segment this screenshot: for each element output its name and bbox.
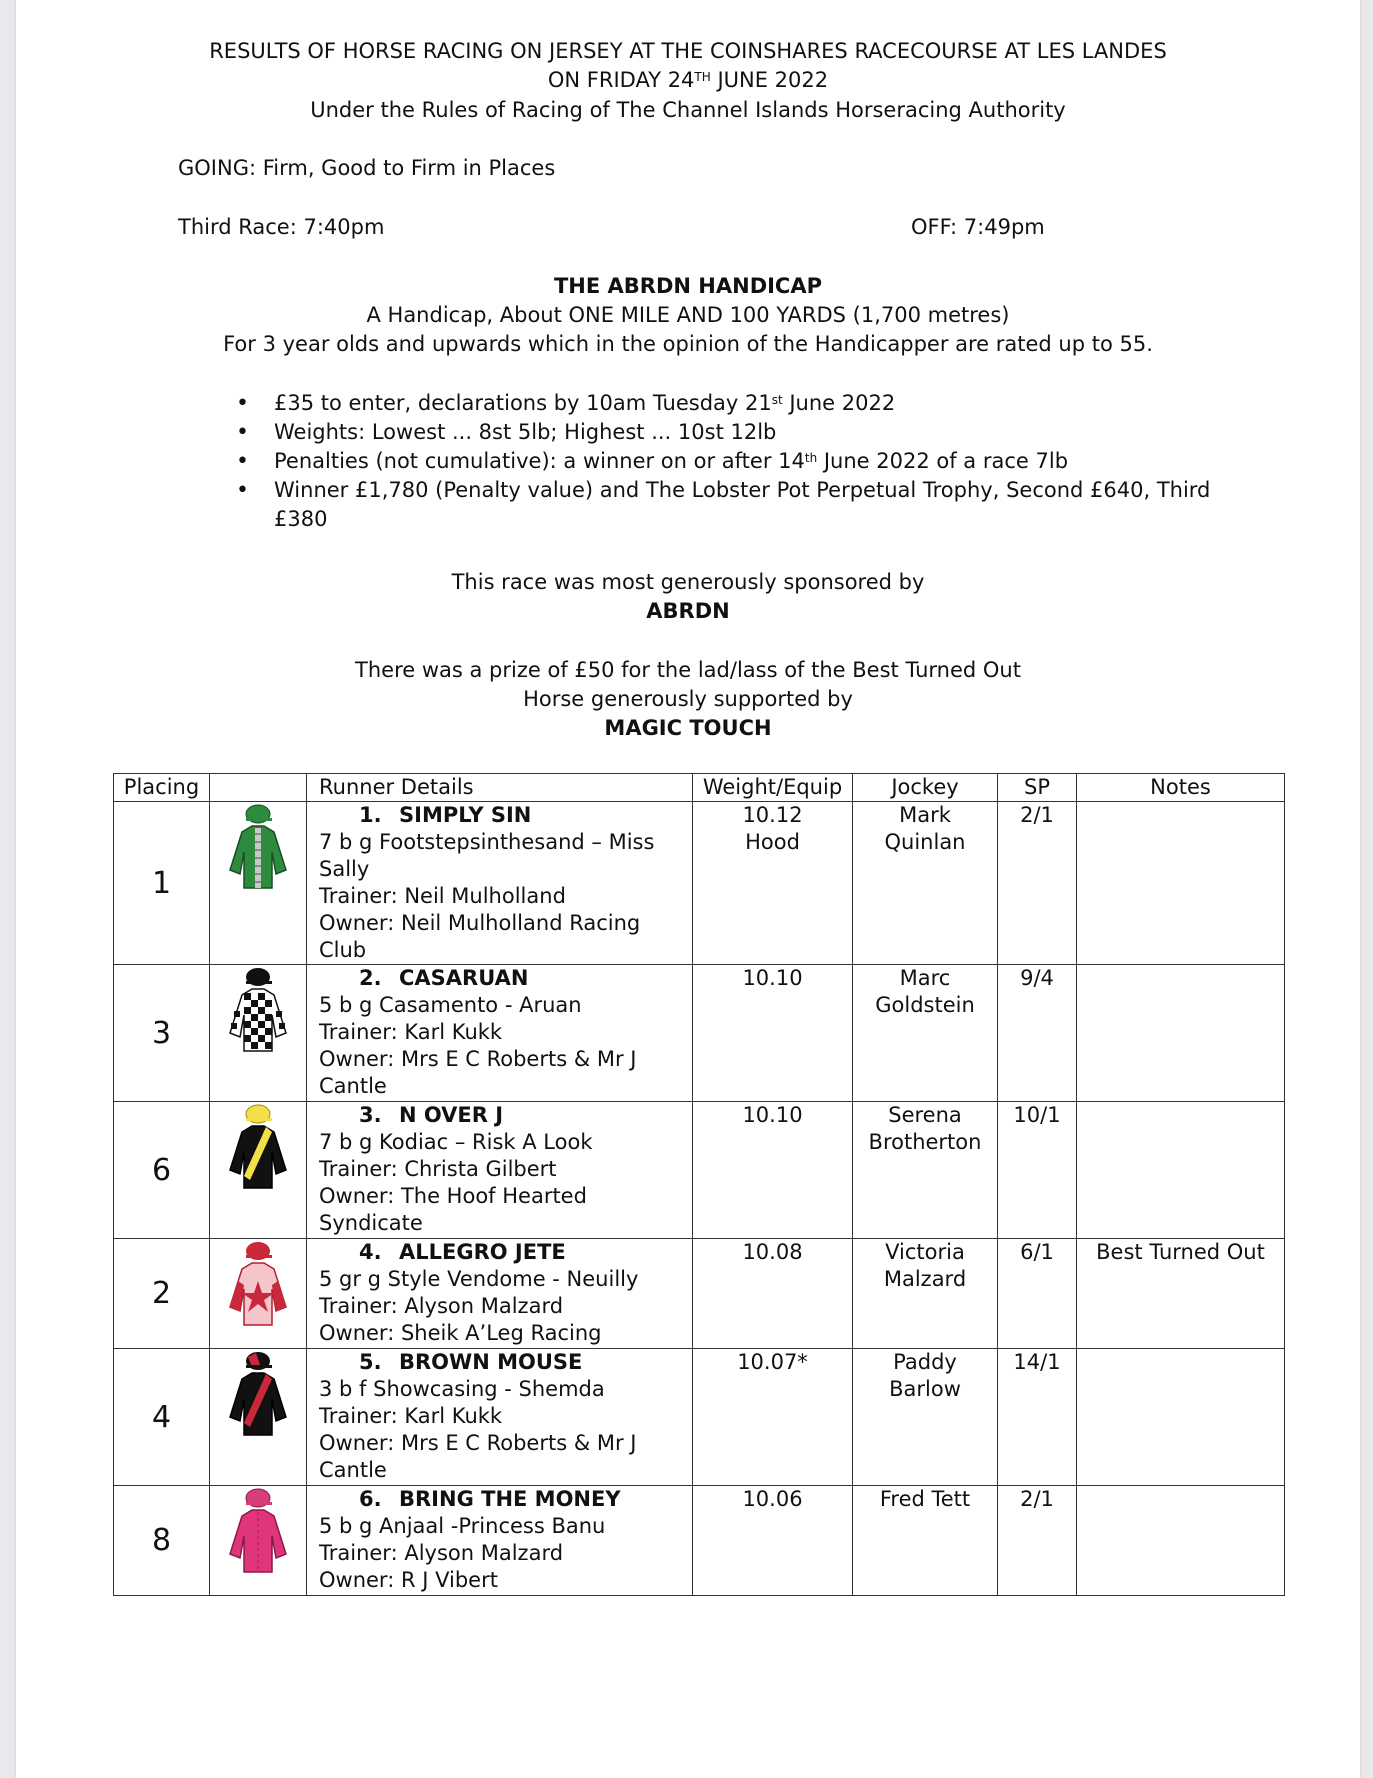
sp-cell: 10/1 <box>998 1102 1077 1239</box>
table-row <box>114 965 1285 1102</box>
placing-cell: 8 <box>114 1486 210 1596</box>
col-runner: Runner Details <box>307 774 693 802</box>
sp-cell: 2/1 <box>998 1486 1077 1596</box>
col-jockey: Jockey <box>853 774 998 802</box>
list-item: • Penalties (not cumulative): a winner on or after 14th June 2022 of a race 7lb <box>216 447 1216 476</box>
silk-cell <box>210 802 307 965</box>
owner: Owner: Mrs E C Roberts & Mr J <box>319 1431 637 1455</box>
silk-cell <box>210 965 307 1102</box>
list-item: • Weights: Lowest ... 8st 5lb; Highest ... 10st 12lb <box>216 418 1216 447</box>
race-distance: A Handicap, About ONE MILE AND 100 YARDS (1,700 metres) <box>366 303 1010 327</box>
weight-cell: 10.08 <box>693 1239 853 1349</box>
conditions-list <box>216 389 1216 534</box>
col-sp: SP <box>998 774 1077 802</box>
going-text: GOING: Firm, Good to Firm in Places <box>178 156 556 180</box>
runner-details-cell <box>307 1102 693 1239</box>
sp-cell: 2/1 <box>998 802 1077 965</box>
table-header-row <box>114 774 1285 802</box>
weight-cell: 10.06 <box>693 1486 853 1596</box>
horse-name: 3. N OVER J <box>359 1103 504 1127</box>
trainer: Trainer: Christa Gilbert <box>319 1157 557 1181</box>
header-date: ON FRIDAY 24TH JUNE 2022 <box>547 68 829 92</box>
sp-cell: 6/1 <box>998 1239 1077 1349</box>
black-yellow-sash-silks-icon <box>226 1104 290 1194</box>
runner-details-cell <box>307 802 693 965</box>
trainer: Trainer: Alyson Malzard <box>319 1294 564 1318</box>
silk-cell <box>210 1486 307 1596</box>
weight-cell: 10.12 Hood <box>693 802 853 965</box>
notes-cell <box>1077 1486 1285 1596</box>
silk-cell <box>210 1239 307 1349</box>
silk-cell <box>210 1349 307 1486</box>
breeding: 7 b g Footstepsinthesand – Miss <box>319 830 655 854</box>
sponsor-text: This race was most generously sponsored by <box>451 570 925 594</box>
col-placing: Placing <box>114 774 210 802</box>
prize-text-2: Horse generously supported by <box>523 687 853 711</box>
sp-cell: 14/1 <box>998 1349 1077 1486</box>
trainer: Trainer: Karl Kukk <box>319 1020 503 1044</box>
notes-cell <box>1077 1102 1285 1239</box>
race-time: Third Race: 7:40pm <box>178 215 385 239</box>
placing-cell: 3 <box>114 965 210 1102</box>
sponsor-name: ABRDN <box>646 599 730 623</box>
green-silks-icon <box>226 804 290 894</box>
owner: Owner: Mrs E C Roberts & Mr J <box>319 1047 637 1071</box>
race-name: THE ABRDN HANDICAP <box>553 274 822 298</box>
horse-name: 2. CASARUAN <box>359 966 529 990</box>
col-weight: Weight/Equip <box>693 774 853 802</box>
list-item: • Winner £1,780 (Penalty value) and The Lobster Pot Perpetual Trophy, Second £640, Third £380 <box>216 476 1216 534</box>
placing-cell: 4 <box>114 1349 210 1486</box>
owner: Owner: R J Vibert <box>319 1568 498 1592</box>
breeding: 5 b g Casamento - Aruan <box>319 993 582 1017</box>
weight-cell: 10.07* <box>693 1349 853 1486</box>
off-time: OFF: 7:49pm <box>911 215 1045 239</box>
silk-cell <box>210 1102 307 1239</box>
table-row <box>114 1239 1285 1349</box>
placing-cell: 2 <box>114 1239 210 1349</box>
pink-silks-icon <box>226 1488 290 1578</box>
jockey-cell: Serena Brotherton <box>853 1102 998 1239</box>
owner: Owner: Sheik A’Leg Racing <box>319 1321 602 1345</box>
horse-name: 6. BRING THE MONEY <box>359 1487 621 1511</box>
results-page <box>16 0 1360 1778</box>
header-rules: Under the Rules of Racing of The Channel Islands Horseracing Authority <box>310 98 1066 122</box>
black-red-sash-silks-icon <box>226 1351 290 1441</box>
jockey-cell: Fred Tett <box>853 1486 998 1596</box>
runner-details-cell <box>307 1349 693 1486</box>
horse-name: 1. SIMPLY SIN <box>359 803 532 827</box>
pink-star-silks-icon <box>226 1241 290 1331</box>
prize-supporter: MAGIC TOUCH <box>604 716 772 740</box>
jockey-cell: Marc Goldstein <box>853 965 998 1102</box>
runner-details-cell <box>307 1486 693 1596</box>
table-row <box>114 1349 1285 1486</box>
table-row <box>114 1102 1285 1239</box>
trainer: Trainer: Neil Mulholland <box>319 884 566 908</box>
trainer: Trainer: Karl Kukk <box>319 1404 503 1428</box>
runner-details-cell <box>307 1239 693 1349</box>
jockey-cell: Paddy Barlow <box>853 1349 998 1486</box>
results-table <box>113 773 1285 1596</box>
race-eligibility: For 3 year olds and upwards which in the opinion of the Handicapper are rated up to 55. <box>223 332 1153 356</box>
col-notes: Notes <box>1077 774 1285 802</box>
list-item: • £35 to enter, declarations by 10am Tuesday 21st June 2022 <box>216 389 1216 418</box>
owner: Owner: The Hoof Hearted <box>319 1184 587 1208</box>
trainer: Trainer: Alyson Malzard <box>319 1541 564 1565</box>
breeding: 5 gr g Style Vendome - Neuilly <box>319 1267 639 1291</box>
runner-details-cell <box>307 965 693 1102</box>
prize-text: There was a prize of £50 for the lad/lass of the Best Turned Out <box>355 658 1021 682</box>
table-row <box>114 802 1285 965</box>
col-silks <box>210 774 307 802</box>
breeding-cont: Sally <box>319 857 370 881</box>
breeding: 3 b f Showcasing - Shemda <box>319 1377 605 1401</box>
placing-cell: 6 <box>114 1102 210 1239</box>
owner: Owner: Neil Mulholland Racing Club <box>319 911 641 962</box>
horse-name: 5. BROWN MOUSE <box>359 1350 583 1374</box>
breeding: 7 b g Kodiac – Risk A Look <box>319 1130 593 1154</box>
header-title: RESULTS OF HORSE RACING ON JERSEY AT THE COINSHARES RACECOURSE AT LES LANDES <box>209 39 1167 63</box>
notes-cell <box>1077 802 1285 965</box>
table-row <box>114 1486 1285 1596</box>
breeding: 5 b g Anjaal -Princess Banu <box>319 1514 606 1538</box>
jockey-cell: Mark Quinlan <box>853 802 998 965</box>
notes-cell <box>1077 1349 1285 1486</box>
notes-cell <box>1077 965 1285 1102</box>
owner-cont: Cantle <box>319 1074 387 1098</box>
check-silks-icon <box>226 967 290 1057</box>
horse-name: 4. ALLEGRO JETE <box>359 1240 566 1264</box>
placing-cell: 1 <box>114 802 210 965</box>
sp-cell: 9/4 <box>998 965 1077 1102</box>
owner-cont: Cantle <box>319 1458 387 1482</box>
jockey-cell: Victoria Malzard <box>853 1239 998 1349</box>
owner-cont: Syndicate <box>319 1211 423 1235</box>
weight-cell: 10.10 <box>693 1102 853 1239</box>
weight-cell: 10.10 <box>693 965 853 1102</box>
notes-cell: Best Turned Out <box>1077 1239 1285 1349</box>
